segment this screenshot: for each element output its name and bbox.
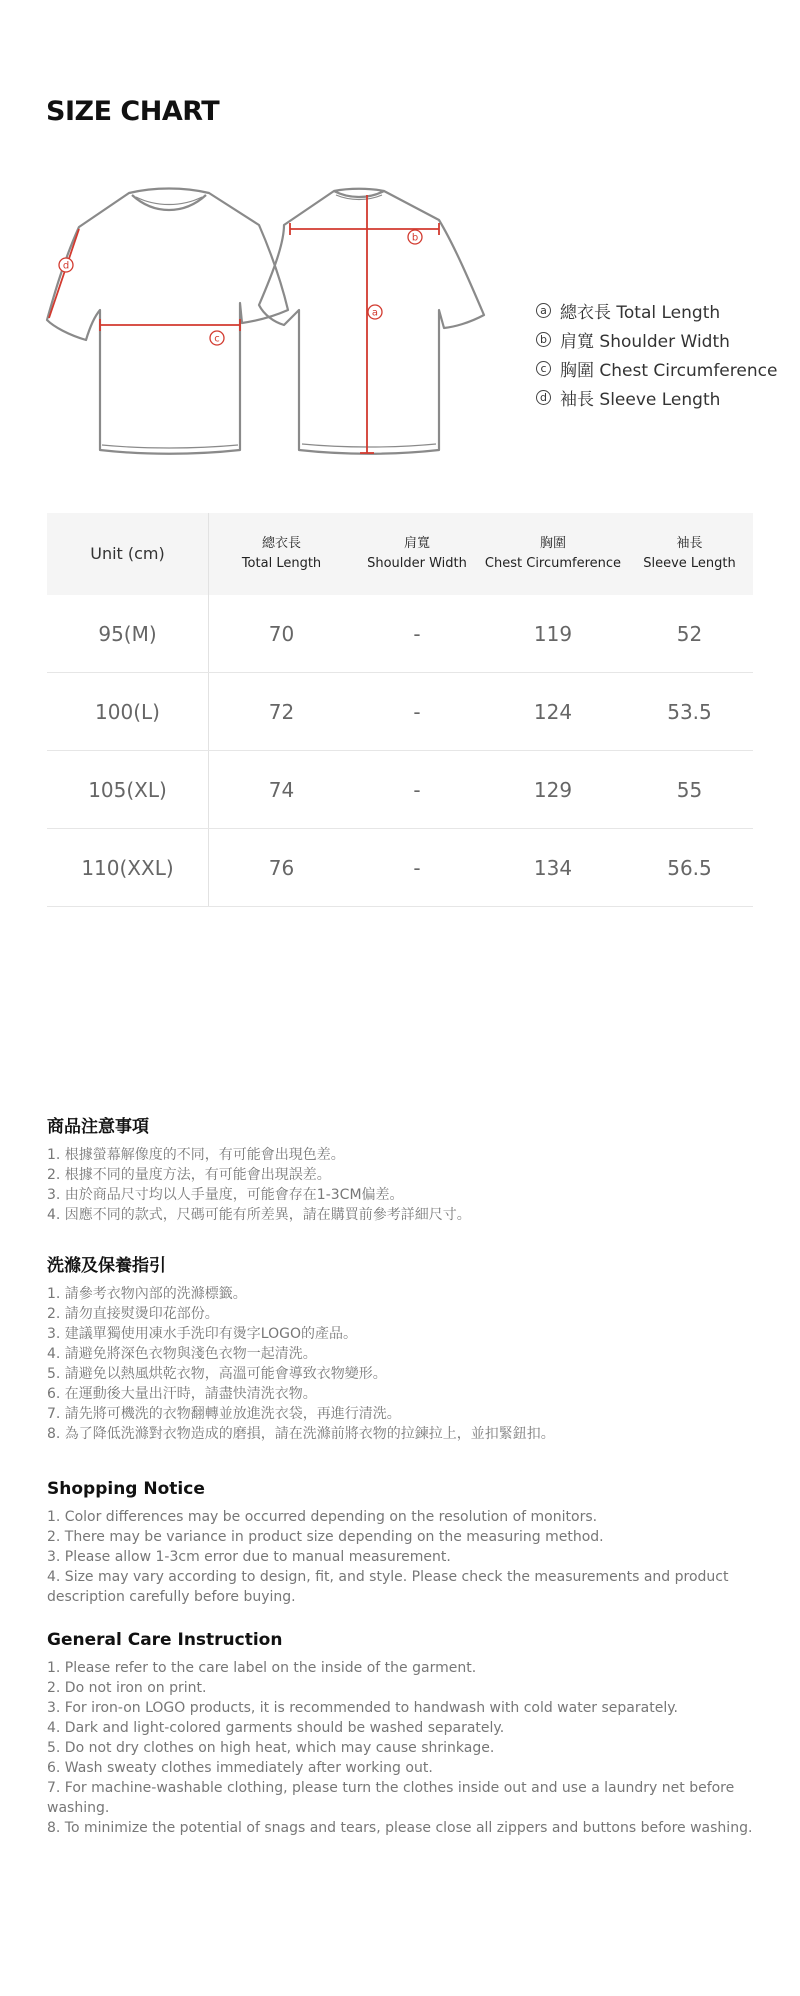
notice-line: 1. 根據螢幕解像度的不同，有可能會出現色差。 bbox=[47, 1147, 345, 1163]
size-cell: 100(L) bbox=[47, 673, 209, 750]
care-instructions-en bbox=[47, 1628, 767, 1838]
legend-item-b bbox=[536, 325, 777, 354]
table-row bbox=[47, 829, 753, 907]
header-en: Chest Circumference bbox=[484, 556, 622, 571]
header-total-length bbox=[209, 513, 354, 595]
header-chest bbox=[480, 513, 626, 595]
value-cell: 55 bbox=[676, 777, 703, 802]
marker-b-letter: b bbox=[411, 232, 419, 244]
legend-item-a bbox=[536, 296, 777, 325]
value-cell: 134 bbox=[533, 855, 573, 880]
value-cell: 76 bbox=[268, 855, 295, 880]
value-cell: 72 bbox=[268, 699, 295, 724]
legend-label-total-length: 總衣長 Total Length bbox=[560, 303, 721, 323]
notice-line: 4. Size may vary according to design, fit, and style. Please check the measurements and product description carefully before buying. bbox=[47, 1569, 729, 1605]
value-cell: 53.5 bbox=[667, 699, 712, 724]
header-en: Sleeve Length bbox=[643, 556, 736, 571]
care-line: 8. To minimize the potential of snags and tears, please close all zippers and buttons before washing. bbox=[47, 1820, 753, 1836]
size-cell: 110(XXL) bbox=[47, 829, 209, 906]
tshirt-measurement-diagram bbox=[44, 185, 494, 465]
notice-line: 4. 因應不同的款式，尺碼可能有所差異，請在購買前參考詳細尺寸。 bbox=[47, 1207, 471, 1223]
legend-mark-a: a bbox=[536, 303, 551, 318]
marker-d-letter: d bbox=[62, 260, 70, 272]
section-heading: General Care Instruction bbox=[47, 1630, 283, 1650]
legend-label-shoulder-width: 肩寬 Shoulder Width bbox=[560, 332, 730, 352]
care-line: 3. For iron-on LOGO products, it is recommended to handwash with cold water separately. bbox=[47, 1700, 678, 1716]
value-cell: 74 bbox=[268, 777, 295, 802]
legend-mark-c: c bbox=[536, 361, 551, 376]
care-line: 6. 在運動後大量出汗時，請盡快清洗衣物。 bbox=[47, 1386, 317, 1402]
care-line: 5. Do not dry clothes on high heat, which may cause shrinkage. bbox=[47, 1740, 495, 1756]
header-en: Shoulder Width bbox=[367, 556, 467, 571]
notice-line: 3. 由於商品尺寸均以人手量度，可能會存在1-3CM偏差。 bbox=[47, 1187, 404, 1203]
table-row bbox=[47, 595, 753, 673]
care-instructions-zh bbox=[47, 1254, 767, 1444]
care-line: 5. 請避免以熱風烘乾衣物，高溫可能會導致衣物變形。 bbox=[47, 1366, 387, 1382]
notice-line: 2. 根據不同的量度方法，有可能會出現誤差。 bbox=[47, 1167, 331, 1183]
care-line: 4. 請避免將深色衣物與淺色衣物一起清洗。 bbox=[47, 1346, 317, 1362]
legend-item-c bbox=[536, 354, 777, 383]
value-cell: 52 bbox=[676, 621, 703, 646]
size-table bbox=[47, 513, 753, 907]
table-row bbox=[47, 751, 753, 829]
header-en: Total Length bbox=[241, 556, 322, 571]
header-unit: Unit (cm) bbox=[47, 513, 209, 595]
value-cell: 124 bbox=[533, 699, 573, 724]
legend-label-chest: 胸圍 Chest Circumference bbox=[560, 361, 778, 381]
page-title: SIZE CHART bbox=[46, 96, 220, 127]
header-zh: 總衣長 bbox=[261, 536, 301, 551]
measurement-lines bbox=[49, 195, 439, 453]
value-cell: - bbox=[413, 777, 421, 802]
table-header bbox=[47, 513, 753, 595]
care-line: 6. Wash sweaty clothes immediately after working out. bbox=[47, 1760, 433, 1776]
care-line: 7. For machine-washable clothing, please turn the clothes inside out and use a laundry net before washing. bbox=[47, 1780, 735, 1816]
care-line: 2. Do not iron on print. bbox=[47, 1680, 207, 1696]
section-heading: 洗滌及保養指引 bbox=[47, 1256, 166, 1276]
header-sleeve bbox=[626, 513, 753, 595]
legend-mark-b: b bbox=[536, 332, 551, 347]
marker-a-letter: a bbox=[371, 307, 379, 319]
value-cell: - bbox=[413, 699, 421, 724]
value-cell: 119 bbox=[533, 621, 573, 646]
header-shoulder-width bbox=[354, 513, 480, 595]
notice-line: 2. There may be variance in product size depending on the measuring method. bbox=[47, 1529, 604, 1545]
legend-item-d bbox=[536, 383, 777, 412]
table-row bbox=[47, 673, 753, 751]
value-cell: 56.5 bbox=[667, 855, 712, 880]
value-cell: - bbox=[413, 855, 421, 880]
value-cell: 129 bbox=[533, 777, 573, 802]
marker-c-letter: c bbox=[214, 333, 220, 345]
product-notice-zh bbox=[47, 1115, 767, 1225]
header-zh: 袖長 bbox=[676, 536, 703, 551]
care-line: 8. 為了降低洗滌對衣物造成的磨損，請在洗滌前將衣物的拉鍊拉上，並扣緊鈕扣。 bbox=[47, 1426, 555, 1442]
care-line: 1. 請參考衣物內部的洗滌標籤。 bbox=[47, 1286, 247, 1302]
section-heading: 商品注意事項 bbox=[47, 1117, 149, 1137]
care-line: 1. Please refer to the care label on the inside of the garment. bbox=[47, 1660, 477, 1676]
value-cell: 70 bbox=[268, 621, 295, 646]
tshirt-front-outline bbox=[47, 189, 288, 454]
measurement-legend bbox=[536, 296, 777, 412]
legend-mark-d: d bbox=[536, 390, 551, 405]
notice-line: 1. Color differences may be occurred depending on the resolution of monitors. bbox=[47, 1509, 598, 1525]
care-line: 2. 請勿直接熨燙印花部份。 bbox=[47, 1306, 219, 1322]
care-line: 7. 請先將可機洗的衣物翻轉並放進洗衣袋，再進行清洗。 bbox=[47, 1406, 401, 1422]
section-heading: Shopping Notice bbox=[47, 1479, 205, 1499]
care-line: 4. Dark and light-colored garments should be washed separately. bbox=[47, 1720, 505, 1736]
notice-line: 3. Please allow 1-3cm error due to manual measurement. bbox=[47, 1549, 451, 1565]
value-cell: - bbox=[413, 621, 421, 646]
size-cell: 105(XL) bbox=[47, 751, 209, 828]
legend-label-sleeve: 袖長 Sleeve Length bbox=[560, 390, 721, 410]
header-zh: 肩寬 bbox=[403, 536, 430, 551]
header-zh: 胸圍 bbox=[539, 536, 566, 551]
shopping-notice-en bbox=[47, 1477, 767, 1607]
care-line: 3. 建議單獨使用凍水手洗印有燙字LOGO的產品。 bbox=[47, 1326, 357, 1342]
size-cell: 95(M) bbox=[47, 595, 209, 672]
